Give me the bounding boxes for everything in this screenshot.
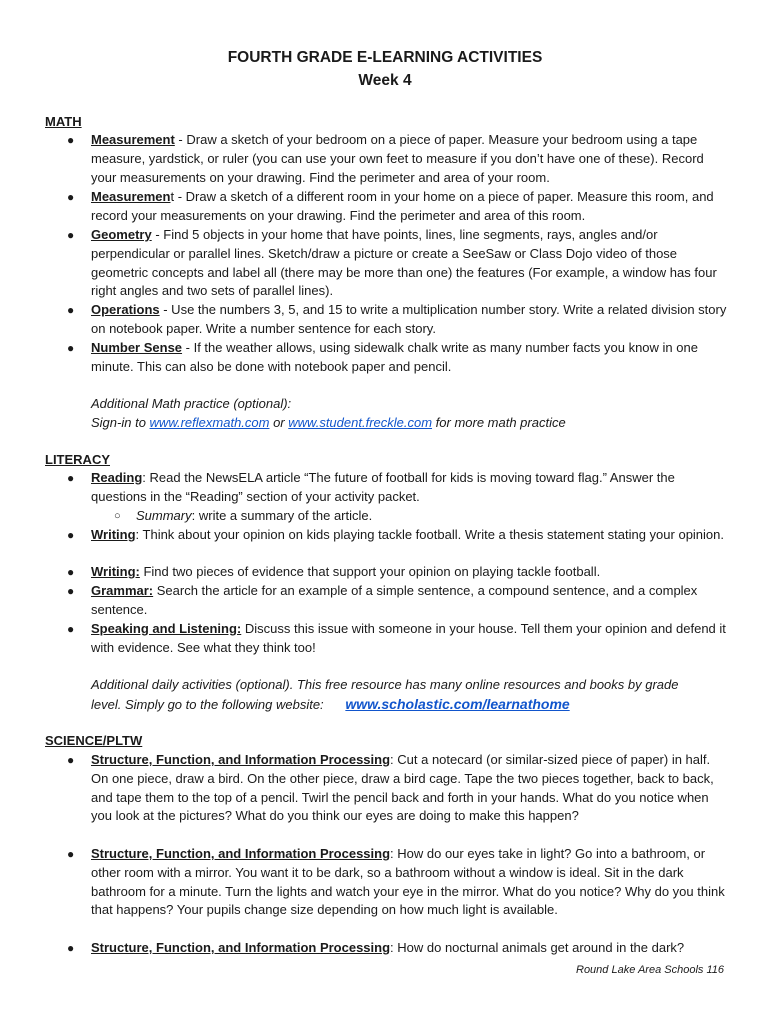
list-item xyxy=(91,339,731,377)
bullet-icon: ● xyxy=(67,565,75,579)
math-note-post: for more math practice xyxy=(432,414,566,430)
literacy-note-line1: Additional daily activities (optional). This free resource has many online resources and books by grade xyxy=(91,677,679,692)
sub-item-term: Summary xyxy=(136,508,192,523)
bullet-icon: ● xyxy=(67,190,75,204)
page-subtitle: Week 4 xyxy=(358,72,412,89)
section-heading-science: SCIENCE/PLTW xyxy=(45,733,143,748)
list-item xyxy=(91,620,731,658)
sub-item-text: : write a summary of the article. xyxy=(191,508,373,523)
list-item xyxy=(91,469,731,507)
list-item xyxy=(91,226,731,301)
math-note xyxy=(91,395,741,433)
item-term-tail: t xyxy=(170,189,175,204)
list-item xyxy=(91,188,731,226)
item-text: : Read the NewsELA article “The future of football for kids is moving toward flag.” Answer the questions in the “Reading” section of your activity packet. xyxy=(91,470,675,504)
literacy-note-line2 xyxy=(91,695,741,715)
literacy-note xyxy=(91,676,741,715)
item-text: - If the weather allows, using sidewalk chalk write as many number facts you know in one minute. This can also be done with notebook paper and pencil. xyxy=(91,340,698,374)
list-item xyxy=(91,563,731,582)
bullet-icon: ● xyxy=(67,584,75,598)
list-item xyxy=(91,301,731,339)
item-term: Measuremen xyxy=(91,189,171,204)
item-text: - Find 5 objects in your home that have points, lines, line segments, rays, angles and/or perpendicular or parallel lines. Sketch/draw a picture or create a SeeSaw or Class Dojo video of those geometric concepts and label all (there may be more than one) the features (For example, a window has four right angles and two sets of parallel lines). xyxy=(91,227,717,299)
bullet-icon: ● xyxy=(67,471,75,485)
item-text: Find two pieces of evidence that support your opinion on playing tackle football. xyxy=(139,564,601,579)
bullet-icon: ● xyxy=(67,133,75,147)
list-item xyxy=(91,751,731,826)
literacy-note-text: level. Simply go to the following website: xyxy=(91,696,324,712)
bullet-icon: ● xyxy=(67,941,75,955)
item-term: Structure, Function, and Information Processing xyxy=(91,940,391,955)
bullet-icon: ● xyxy=(67,228,75,242)
item-term: Structure, Function, and Information Processing xyxy=(91,752,391,767)
bullet-icon: ● xyxy=(67,341,75,355)
math-note-line1: Additional Math practice (optional): xyxy=(91,396,292,411)
item-term: Operations xyxy=(91,302,160,317)
list-item xyxy=(91,845,731,920)
sub-list-item xyxy=(136,507,372,526)
item-text: - Draw a sketch of a different room in your home on a piece of paper. Measure this room, and record your measurements on your drawing. Find the perimeter and area of this room. xyxy=(91,189,714,223)
bullet-icon: ● xyxy=(67,847,75,861)
list-item xyxy=(91,582,731,620)
math-note-line2 xyxy=(91,414,741,433)
item-term: Speaking and Listening: xyxy=(91,621,242,636)
item-term: Geometry xyxy=(91,227,152,242)
section-heading-literacy: LITERACY xyxy=(45,452,110,467)
page-footer: Round Lake Area Schools 116 xyxy=(576,964,724,976)
bullet-icon: ● xyxy=(67,303,75,317)
math-note-mid: or xyxy=(269,414,289,430)
item-text: Search the article for an example of a simple sentence, a compound sentence, and a complex sentence. xyxy=(91,583,698,617)
item-term: Writing: xyxy=(91,564,140,579)
sub-bullet-icon: ○ xyxy=(114,510,121,522)
item-text: : How do nocturnal animals get around in the dark? xyxy=(390,940,685,955)
list-item xyxy=(91,939,731,958)
item-text: - Use the numbers 3, 5, and 15 to write a multiplication number story. Write a related division story on notebook paper. Write a number sentence for each story. xyxy=(91,302,727,336)
section-heading-math: MATH xyxy=(45,114,82,129)
freckle-link[interactable]: www.student.freckle.com xyxy=(288,414,433,430)
item-text: : How do our eyes take in light? Go into a bathroom, or other room with a mirror. You want it to be dark, so a bathroom without a window is ideal. Sit in the dark bathroom for a minute. Turn the lights and watch your eye in the mirror. What do you notice? Why do you think that happens? Your pupils change size depending on how much light is available. xyxy=(91,846,725,918)
scholastic-link[interactable]: www.scholastic.com/learnathome xyxy=(345,695,570,712)
bullet-icon: ● xyxy=(67,622,75,636)
item-term: Grammar: xyxy=(91,583,154,598)
bullet-icon: ● xyxy=(67,753,75,767)
item-text: : Cut a notecard (or similar-sized piece of paper) in half. On one piece, draw a bird. On the other piece, draw a bird cage. Tape the two pieces together, back to back, and tape them to the top of a pencil. Twirl the pencil back and forth in your hands. What do you notice when you look at the pictures? What do you think our eyes are doing to make this happen? xyxy=(91,752,714,824)
item-term: Number Sense xyxy=(91,340,183,355)
bullet-icon: ● xyxy=(67,528,75,542)
item-term: Measurement xyxy=(91,132,175,147)
item-term: Reading xyxy=(91,470,143,485)
list-item xyxy=(91,526,731,545)
page-title: FOURTH GRADE E-LEARNING ACTIVITIES xyxy=(227,49,543,66)
math-note-pre: Sign-in to xyxy=(91,414,150,430)
item-term: Writing xyxy=(91,527,136,542)
item-text: Discuss this issue with someone in your house. Tell them your opinion and defend it with evidence. See what they think too! xyxy=(91,621,726,655)
item-text: : Think about your opinion on kids playing tackle football. Write a thesis statement stating your opinion. xyxy=(135,527,724,542)
reflexmath-link[interactable]: www.reflexmath.com xyxy=(149,414,270,430)
item-text: - Draw a sketch of your bedroom on a piece of paper. Measure your bedroom using a tape measure, yardstick, or ruler (you can use your own feet to measure if you don’t have one of these). Record your measurements on your drawing. Find the perimeter and area of your room. xyxy=(91,132,704,185)
item-term: Structure, Function, and Information Processing xyxy=(91,846,391,861)
list-item xyxy=(91,131,731,187)
